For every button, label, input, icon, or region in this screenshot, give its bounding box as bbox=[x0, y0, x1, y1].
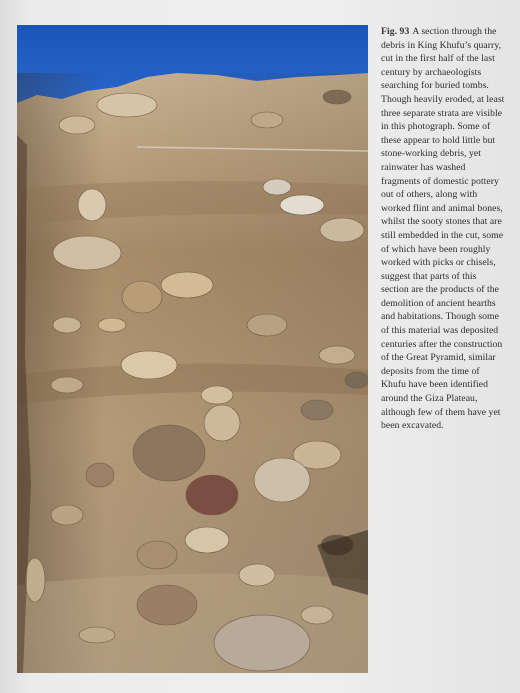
excavation-photo bbox=[17, 25, 368, 673]
debris-section-image bbox=[17, 25, 368, 673]
figure-number: Fig. 93 bbox=[381, 26, 410, 37]
figure-caption bbox=[381, 25, 505, 433]
caption-text: A section through the debris in King Khufu’s quarry, cut in the first half of the last century by archaeologists searching for buried tombs. Though heavily eroded, at least three separate strata are visible in this photograph. Some of these appear to hold little but stone-working debris, yet rainwater has washed fragments of domestic pottery out of others, along with worked flint and animal bones, whilst the sooty stones that are still embedded in the cut, some of which have been roughly worked with picks or chisels, suggest that parts of this section are the products of the demolition of ancient hearths and habitations. Though some of this material was deposited centuries after the construction of the Great Pyramid, similar deposits from the time of Khufu have been identified around the Giza Plateau, although few of them have yet been excavated. bbox=[381, 26, 505, 432]
